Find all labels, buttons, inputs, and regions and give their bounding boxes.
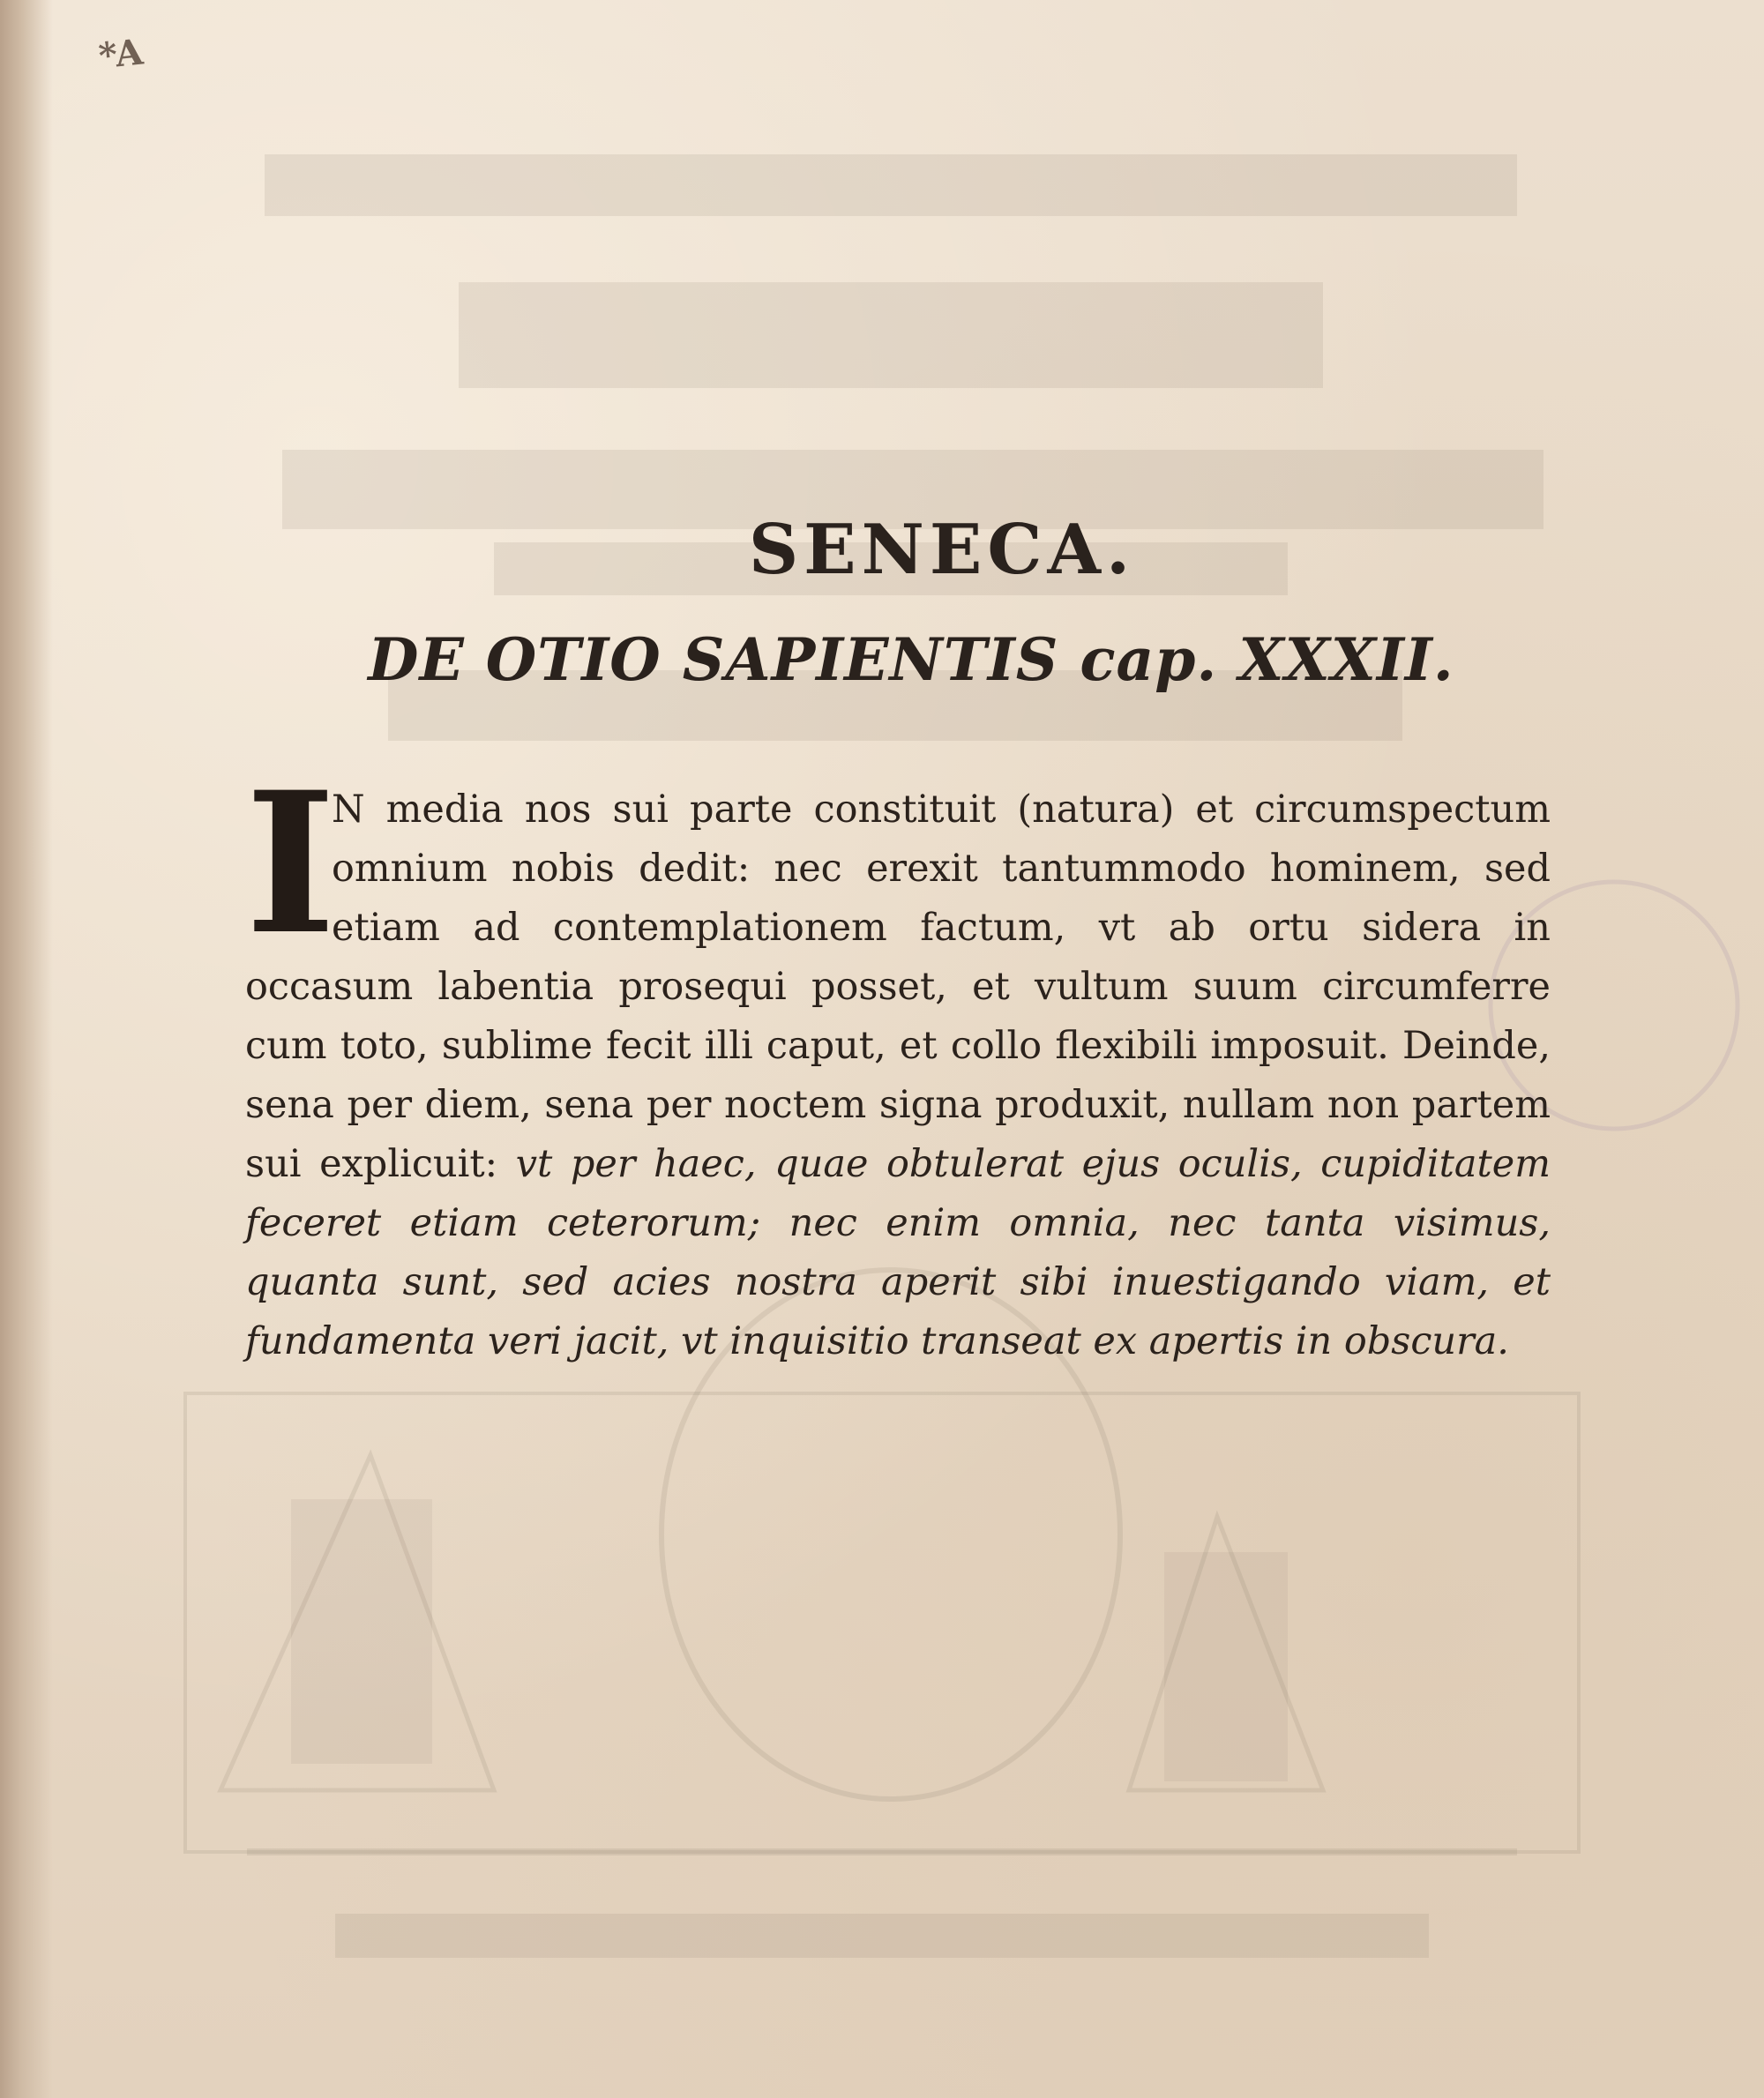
text-block — [245, 510, 1551, 1371]
page-mark: *A — [96, 31, 144, 78]
page-subtitle: DE OTIO SAPIENTIS cap. XXXII. — [368, 625, 1454, 694]
body-paragraph — [245, 749, 1551, 1371]
body-roman-text: N media nos sui parte constituit (natura) et circumspectum omnium nobis dedit: nec erexit tantummodo hominem, sed etiam ad contemplationem factum, vt ab ortu sidera in occasum labentia prosequi posset, et vultum suum circumferre cum toto, sublime fecit illi caput, et collo flexibili imposuit. Deinde, sena per diem, sena per noctem signa produxit, nullam non partem sui explicuit: — [245, 788, 1551, 1186]
page-gutter-shadow — [0, 0, 53, 2098]
body-italic-text: vt per haec, quae obtulerat ejus oculis, cupiditatem feceret etiam ceterorum; nec enim omnia, nec tanta visimus, quanta sunt, sed acies nostra aperit sibi inuestigando viam, et fundamenta veri jacit, vt inquisitio transeat ex apertis in obscura. — [245, 1142, 1551, 1363]
drop-cap: I — [245, 749, 336, 977]
page-title: SENECA. — [748, 510, 1136, 590]
